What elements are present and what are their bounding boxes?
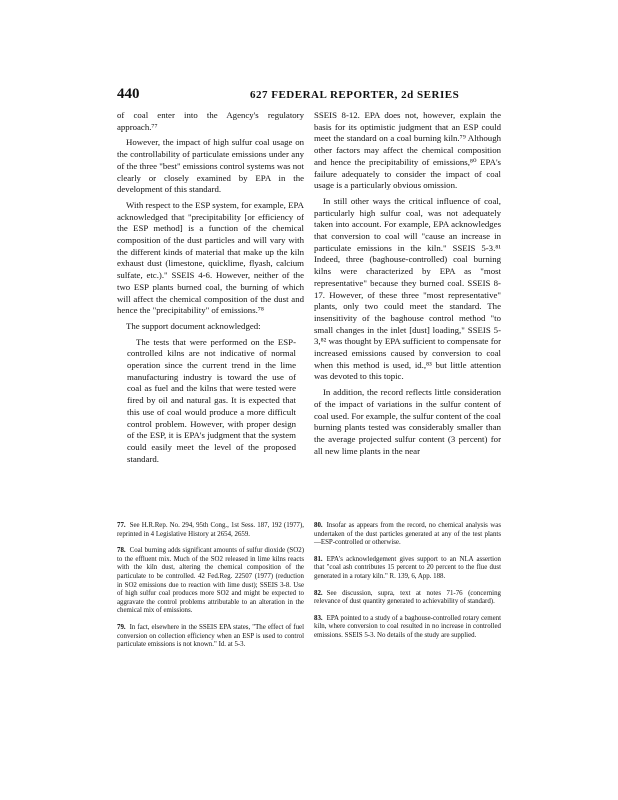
paragraph: SSEIS 8-12. EPA does not, however, explain the basis for its optimistic judgment that an ESP could meet the standard on a coal burning kiln.⁷⁹ Although other factors may affect the chemical composition and hence the precipitability of emissions,⁸⁰ EPA's failure adequately to consider the impact of coal usage is a particularly obvious omission. [314,110,501,191]
footnote-number: 79. [117,623,126,631]
page-number: 440 [117,86,140,102]
footnote-number: 82. [314,589,323,597]
paragraph: However, the impact of high sulfur coal usage on the controllability of particulate emissions under any of the three "best" emissions control systems was not clearly or closely examined by EPA in the development of this standard. [117,137,305,195]
footnote-number: 77. [117,522,126,529]
footnote [314,556,501,582]
paragraph: of coal enter into the Agency's regulatory approach.⁷⁷ [117,110,304,132]
footnote [117,547,304,616]
footnote-number: 80. [314,522,323,529]
paragraph: In addition, the record reflects little consideration of the impact of variations in the sulfur content of coal used. For example, the sulfur content of the coal burning plants tested was considerably smaller than the average projected sulfur content (3 percent) for all new lime plants in the near [314,387,501,456]
footnote-number: 83. [314,614,323,622]
footnote-text: Coal burning adds significant amounts of sulfur dioxide (SO2) to the effluent mix. Much of the SO2 released in lime kilns reacts with the kiln dust, altering the chemical composition of the particulate to be controlled. 42 Fed.Reg. 22507 (1977) (reduction in SO2 emissions due to reaction with lime dust); SSEIS 3-8. Use of high sulfur coal produces more SO2 and might be expected to aggravate the control problems attributable to an alteration in the chemical mix of emissions. [117,547,304,615]
footnote-text: EPA pointed to a study of a baghouse-controlled rotary cement kiln, where conversion to coal resulted in no increase in controlled emissions. SSEIS 5-3. No details of the study are supplied. [314,614,501,639]
footnotes-left [117,522,304,658]
footnote-text: In fact, elsewhere in the SSEIS EPA states, "The effect of fuel conversion on collection efficiency when an ESP is used to control particulate emissions is not known." Id. at 5-3. [117,623,304,649]
footnote-text: See H.R.Rep. No. 294, 95th Cong., 1st Sess. 187, 192 (1977), reprinted in 4 Legislative History at 2654, 2659. [117,522,304,538]
footnote-number: 81. [314,555,323,563]
footnote [314,522,501,548]
page-header [117,86,504,106]
paragraph: In still other ways the critical influence of coal, particularly high sulfur coal, was not adequately taken into account. For example, EPA acknowledges that conversion to coal will "cause an increase in particulate emissions in the kiln." SSEIS 5-3.⁸¹ Indeed, three (baghouse-controlled) coal burning kilns were characterized by EPA as "most representative" because they burned coal. SSEIS 8-17. However, of these three "most representative" plants, only two could meet the standard. The insensitivity of the baghouse control method "to small changes in the inlet [dust] loading," SSEIS 5-3,⁸² was thought by EPA sufficient to compensate for increased emissions caused by conversion to coal when this method is used, id.,⁸³ but little attention was devoted to this topic. [314,195,501,382]
footnote-text: Insofar as appears from the record, no chemical analysis was undertaken of the dust particles generated at any of the test plants—ESP-controlled or otherwise. [314,522,501,547]
running-title: 627 FEDERAL REPORTER, 2d SERIES [250,89,460,101]
left-column [117,110,304,469]
footnote [117,522,304,539]
footnote-number: 78. [117,547,126,555]
paragraph: The support document acknowledged: [126,320,261,331]
footnote [314,615,501,641]
right-column [314,110,501,461]
block-quote [127,337,296,466]
quote-text: The tests that were performed on the ESP-controlled kilns are not indicative of normal operation since the current trend in the lime manufacturing industry is toward the use of coal as fuel and the kilns that were tested were fired by oil and natural gas. It is expected that this use of coal would produce a more difficult control problem. However, with proper design of the ESP, it is EPA's judgment that the system could easily meet the level of the proposed standard. [127,336,296,464]
footnote [117,624,304,650]
footnote-text: See discussion, supra, text at notes 71-76 (concerning relevance of dust quantity generated to achievability of standard). [314,589,501,606]
paragraph: With respect to the ESP system, for example, EPA acknowledged that "precipitability [or efficiency of the ESP method] is a function of the chemical composition of the dust particles and will vary with the different kinds of material that make up the kiln exhaust dust (limestone, quicklime, flyash, calcium sulfate, etc.)." SSEIS 4-6. However, neither of the two ESP plants burned coal, the burning of which will affect the chemical composition of the dust and hence the "precipitability" of emissions.⁷⁸ [117,199,304,316]
footnote-text: EPA's acknowledgement gives support to an NLA assertion that "coal ash contributes 15 percent to 20 percent to the flue dust generated in a rotary kiln." R. 139, 6, App. 188. [314,555,501,580]
footnotes-right [314,522,501,649]
footnote [314,590,501,607]
